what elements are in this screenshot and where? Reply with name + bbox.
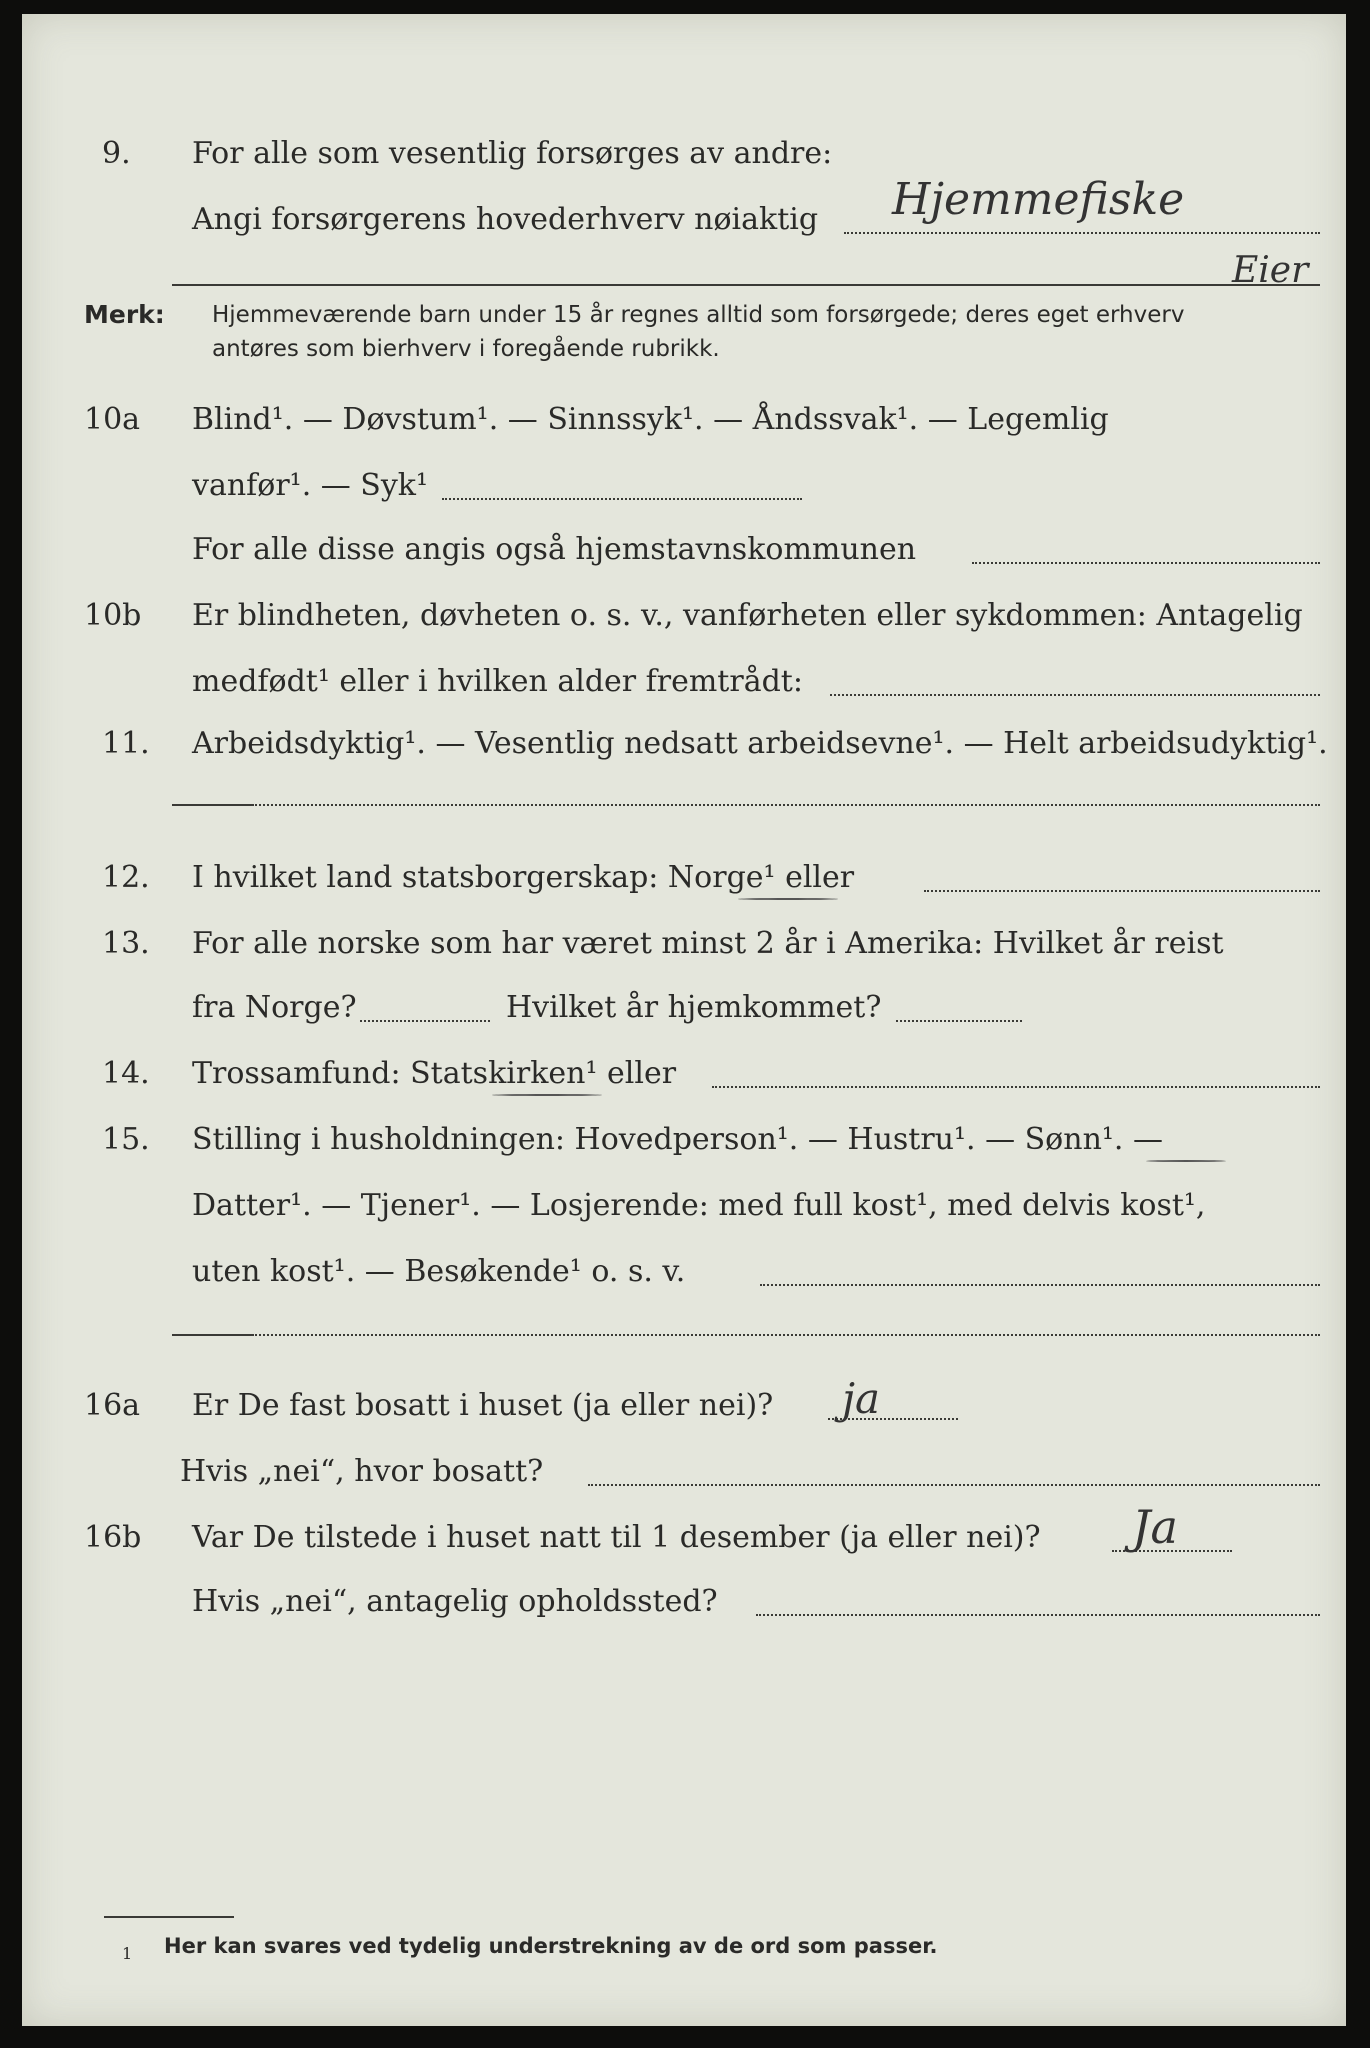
question-number-11: 11. <box>102 726 150 761</box>
footnote-mark: 1 <box>122 1944 133 1963</box>
q16a-handwritten-answer: ja <box>842 1374 881 1423</box>
q13-hjemkommet-answer-line <box>896 1020 1022 1022</box>
q9-line-2: Angi forsørgerens hovederhverv nøiaktig <box>192 202 819 237</box>
q9-answer-line <box>844 232 1320 234</box>
q12-line-1: I hvilket land statsborgerskap: Norge¹ eller <box>192 860 855 895</box>
q16b-line-2: Hvis „nei“, antagelig opholdssted? <box>192 1584 718 1619</box>
q13-line-2b: Hvilket år hjemkommet? <box>506 990 882 1025</box>
question-number-14: 14. <box>102 1056 150 1091</box>
question-number-10a: 10a <box>84 402 141 437</box>
footnote-text: Her kan svares ved tydelig understrekning av de ord som passer. <box>164 1934 938 1958</box>
q10a-syk-answer-line <box>442 498 802 500</box>
question-number-16b: 16b <box>84 1520 142 1555</box>
q16b-handwritten-answer: Ja <box>1132 1500 1178 1554</box>
question-number-16a: 16a <box>84 1388 141 1423</box>
q15-line-2: Datter¹. — Tjener¹. — Losjerende: med full kost¹, med delvis kost¹, <box>192 1188 1206 1223</box>
q9-handwritten-answer: Hjemmefiske <box>892 174 1185 225</box>
q15-answer-line <box>760 1284 1320 1286</box>
q10a-hjemstavn-answer-line <box>972 562 1320 564</box>
q10a-line-3: For alle disse angis også hjemstavnskommunen <box>192 532 917 567</box>
q14-line-1: Trossamfund: Statskirken¹ eller <box>192 1056 677 1091</box>
footnote-rule <box>104 1916 234 1918</box>
q15-sonn-underline <box>1146 1160 1226 1162</box>
q9-answer-rule-2 <box>172 284 1320 286</box>
q12-answer-line <box>924 890 1320 892</box>
q12-norge-underline <box>738 898 838 900</box>
q14-answer-line <box>712 1086 1320 1088</box>
q16a-line-2: Hvis „nei“, hvor bosatt? <box>180 1454 544 1489</box>
question-number-10b: 10b <box>84 598 142 633</box>
q9-line-1: For alle som vesentlig forsørges av andre: <box>192 136 833 171</box>
q15-line-3: uten kost¹. — Besøkende¹ o. s. v. <box>192 1254 686 1289</box>
q13-reist-answer-line <box>360 1020 490 1022</box>
q14-statskirken-underline <box>492 1094 602 1096</box>
q16b-line-1: Var De tilstede i huset natt til 1 desember (ja eller nei)? <box>192 1520 1041 1555</box>
q16a-line-1: Er De fast bosatt i huset (ja eller nei)? <box>192 1388 774 1423</box>
q16b-opholdssted-answer-line <box>756 1614 1320 1616</box>
q16a-bosatt-answer-line <box>588 1484 1320 1486</box>
q10b-line-1: Er blindheten, døvheten o. s. v., vanførheten eller sykdommen: Antagelig <box>192 598 1303 633</box>
question-number-13: 13. <box>102 926 150 961</box>
merk-note-line-1: Hjemmeværende barn under 15 år regnes alltid som forsørgede; deres eget erhverv <box>212 302 1185 328</box>
question-number-9: 9. <box>102 136 131 171</box>
q11-line-1: Arbeidsdyktig¹. — Vesentlig nedsatt arbeidsevne¹. — Helt arbeidsudyktig¹. <box>192 726 1328 761</box>
q15-rule-solid <box>172 1334 252 1336</box>
q9-handwritten-answer-2: Eier <box>1232 250 1309 291</box>
q10b-line-2: medfødt¹ eller i hvilken alder fremtrådt: <box>192 664 803 699</box>
q15-answer-line-2 <box>252 1334 1320 1336</box>
q11-rule-solid <box>172 804 252 806</box>
q13-line-2a: fra Norge? <box>192 990 357 1025</box>
merk-note-line-2: antøres som bierhverv i foregående rubrikk. <box>212 336 720 362</box>
question-number-12: 12. <box>102 860 150 895</box>
q13-line-1: For alle norske som har været minst 2 år i Amerika: Hvilket år reist <box>192 926 1224 961</box>
q10a-line-2: vanfør¹. — Syk¹ <box>192 468 429 503</box>
q10b-answer-line <box>830 694 1320 696</box>
q11-answer-line <box>252 804 1320 806</box>
q15-line-1: Stilling i husholdningen: Hovedperson¹. — Hustru¹. — Sønn¹. — <box>192 1122 1163 1157</box>
q10a-line-1: Blind¹. — Døvstum¹. — Sinnssyk¹. — Åndssvak¹. — Legemlig <box>192 402 1109 437</box>
merk-label: Merk: <box>84 300 165 329</box>
census-form-page <box>22 14 1346 2026</box>
question-number-15: 15. <box>102 1122 150 1157</box>
